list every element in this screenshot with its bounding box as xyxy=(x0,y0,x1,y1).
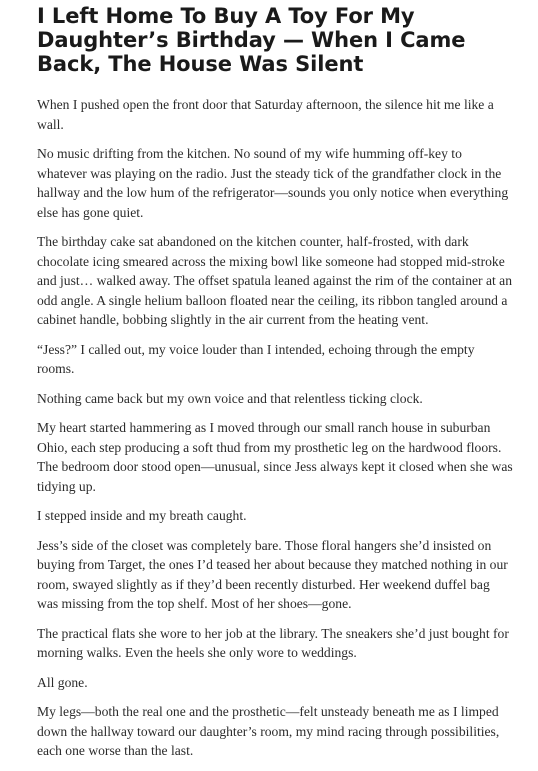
article-paragraph: Jess’s side of the closet was completely bare. Those floral hangers she’d insisted on buying from Target, the ones I’d teased her about because they matched nothing in our room, swayed slightly as if they’d been recently disturbed. Her weekend duffel bag was missing from the top shelf. Most of her shoes—gone. xyxy=(37,537,508,611)
article-paragraph: My legs—both the real one and the prosthetic—felt unsteady beneath me as I limped down the hallway toward our daughter’s room, my mind racing through possibilities, each one worse than the last. xyxy=(37,704,500,758)
article-paragraph: When I pushed open the front door that Saturday afternoon, the silence hit me like a wall. xyxy=(37,97,494,132)
article-paragraph: All gone. xyxy=(37,674,88,690)
article-paragraph: Nothing came back but my own voice and that relentless ticking clock. xyxy=(37,390,423,406)
article-paragraph: The practical flats she wore to her job at the library. The sneakers she’d just bought for morning walks. Even the heels she only wore to weddings. xyxy=(37,625,509,660)
article-paragraph: “Jess?” I called out, my voice louder than I intended, echoing through the empty rooms. xyxy=(37,341,475,376)
article-paragraph: I stepped inside and my breath caught. xyxy=(37,508,247,523)
article-body xyxy=(37,95,513,761)
article-paragraph: My heart started hammering as I moved through our small ranch house in suburban Ohio, each step producing a soft thud from my prosthetic leg on the hardwood floors. The bedroom door stood open—unusual, since Jess always kept it closed when she was tidying up. xyxy=(37,420,513,494)
article-title: I Left Home To Buy A Toy For My Daughter’s Birthday — When I Came Back, The House Was Silent xyxy=(37,4,466,76)
article xyxy=(37,0,513,771)
article-paragraph: No music drifting from the kitchen. No sound of my wife humming off-key to whatever was playing on the radio. Just the steady tick of the grandfather clock in the hallway and the low hum of the refrigerator—sounds you only notice when everything else has gone quiet. xyxy=(37,146,509,220)
article-paragraph: The birthday cake sat abandoned on the kitchen counter, half-frosted, with dark chocolate icing smeared across the mixing bowl like someone had stopped mid-stroke and just… walked away. The offset spatula leaned against the rim of the container at an odd angle. A single helium balloon floated near the ceiling, its ribbon tangled around a cabinet handle, bobbing slightly in the air current from the heating vent. xyxy=(37,234,512,327)
